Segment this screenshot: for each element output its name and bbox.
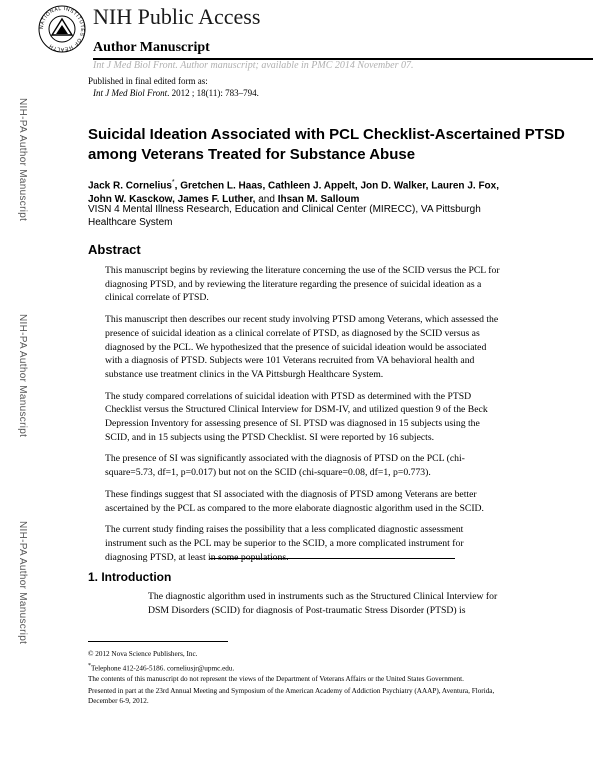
- seal-lettering: NATIONAL INSTITUTES OF HEALTH: [38, 5, 86, 53]
- article-title: Suicidal Ideation Associated with PCL Checklist-Ascertained PTSD among Veterans Treated for Substance Abuse: [88, 126, 565, 163]
- first-author[interactable]: Jack R. Cornelius: [88, 180, 172, 192]
- footnotes: [88, 649, 518, 708]
- header-title: NIH Public Access: [93, 4, 261, 29]
- citation-details: . 2012 ; 18(11): 783–794.: [167, 88, 259, 98]
- footnote-copyright: © 2012 Nova Science Publishers, Inc.: [88, 650, 198, 658]
- abstract-paragraph: The current study finding raises the possibility that a less complicated diagnostic assessment instrument such as the PCL may be superior to the SCID, a more complicated instrument for diagnosing PTSD, at least in some populations.: [105, 524, 464, 563]
- publication-info: [88, 75, 259, 99]
- affiliation: VISN 4 Mental Illness Research, Education and Clinical Center (MIRECC), VA Pittsburgh Healthcare System: [88, 204, 481, 228]
- nih-seal-logo: [37, 4, 87, 54]
- authors-rest: , Gretchen L. Haas, Cathleen J. Appelt, Jon D. Walker, Lauren J. Fox,: [174, 180, 499, 192]
- footnote-presented: Presented in part at the 23rd Annual Meeting and Symposium of the American Academy of Addiction Psychiatry (AAAP), Aventura, Florida, December 6-9, 2012.: [88, 686, 495, 706]
- citation-journal: Int J Med Biol Front: [93, 88, 168, 98]
- footnote-divider: [88, 641, 228, 642]
- abstract-divider: [210, 558, 455, 559]
- sidebar-label: NIH-PA Author Manuscript: [17, 521, 28, 645]
- abstract-paragraph: This manuscript then describes our recent study involving PTSD among Veterans, which assessed the presence of suicidal ideation as a clinical correlate of PTSD, as diagnosed by the SCID versus as diagnosed by the PCL. We hypothesized that the presence of suicidal ideation would be associated with a diagnosis of PTSD. Subjects were 101 Veterans recruited from VA behavioral health and substance use treatment clinics in the VA Pittsburgh Healthcare System.: [105, 314, 499, 380]
- author-line-1: [88, 176, 538, 193]
- abstract-paragraph: This manuscript begins by reviewing the literature concerning the use of the SCID versus the PCL for diagnosing PTSD, and by reviewing the literature regarding the presence of suicidal ideation as a clinical correlate of PTSD.: [105, 265, 500, 304]
- abstract-heading: Abstract: [88, 242, 141, 257]
- header-subtitle: Author Manuscript: [93, 40, 210, 55]
- footnote-disclaimer: The contents of this manuscript do not represent the views of the Department of Veterans Affairs or the United States Government.: [88, 675, 464, 684]
- published-label: Published in final edited form as:: [88, 76, 208, 86]
- abstract-paragraph: These findings suggest that SI associated with the diagnosis of PTSD among Veterans are better ascertained by the PCL as compared to the more elaborate diagnostic algorithm used in the SCID.: [105, 488, 484, 514]
- telephone-text: Telephone 412-246-5186. corneliusjr@upmc.edu.: [91, 663, 235, 672]
- journal-availability: Int J Med Biol Front. Author manuscript; available in PMC 2014 November 07.: [93, 60, 414, 71]
- abstract-body: [105, 264, 505, 572]
- abstract-paragraph: The study compared correlations of suicidal ideation with PTSD as determined with the PTSD Checklist versus the Structured Clinical Interview for DSM-IV, and utilized question 9 of the Beck Depression Inventory for assessing presence of SI. PTSD was diagnosed in 15 subjects using the SCID, and in 15 subjects using the PTSD Checklist. SI were reported by 16 subjects.: [105, 390, 488, 443]
- citation: [88, 87, 259, 99]
- telephone-mark: *: [88, 662, 91, 669]
- footnote-telephone: [88, 661, 518, 674]
- corresponding-mark: *: [171, 179, 175, 186]
- sidebar-label: NIH-PA Author Manuscript: [17, 313, 28, 438]
- and-conjunction: and: [255, 194, 278, 206]
- abstract-paragraph: The presence of SI was significantly associated with the diagnosis of PTSD on the PCL (chi-square=5.73, df=1, p=0.017) but not on the SCID (chi-square=0.08, df=1, p=0.773).: [105, 453, 465, 479]
- sidebar-label: NIH-PA Author Manuscript: [17, 98, 28, 222]
- last-author: Ihsan M. Salloum: [277, 194, 360, 206]
- introduction-text: The diagnostic algorithm used in instruments such as the Structured Clinical Interview for DSM Disorders (SCID) for diagnosis of Post-traumatic Stress Disorder (PTSD) is: [148, 591, 498, 616]
- authors-line2: John W. Kasckow, James F. Luther,: [88, 194, 256, 206]
- introduction-heading: 1. Introduction: [88, 570, 172, 584]
